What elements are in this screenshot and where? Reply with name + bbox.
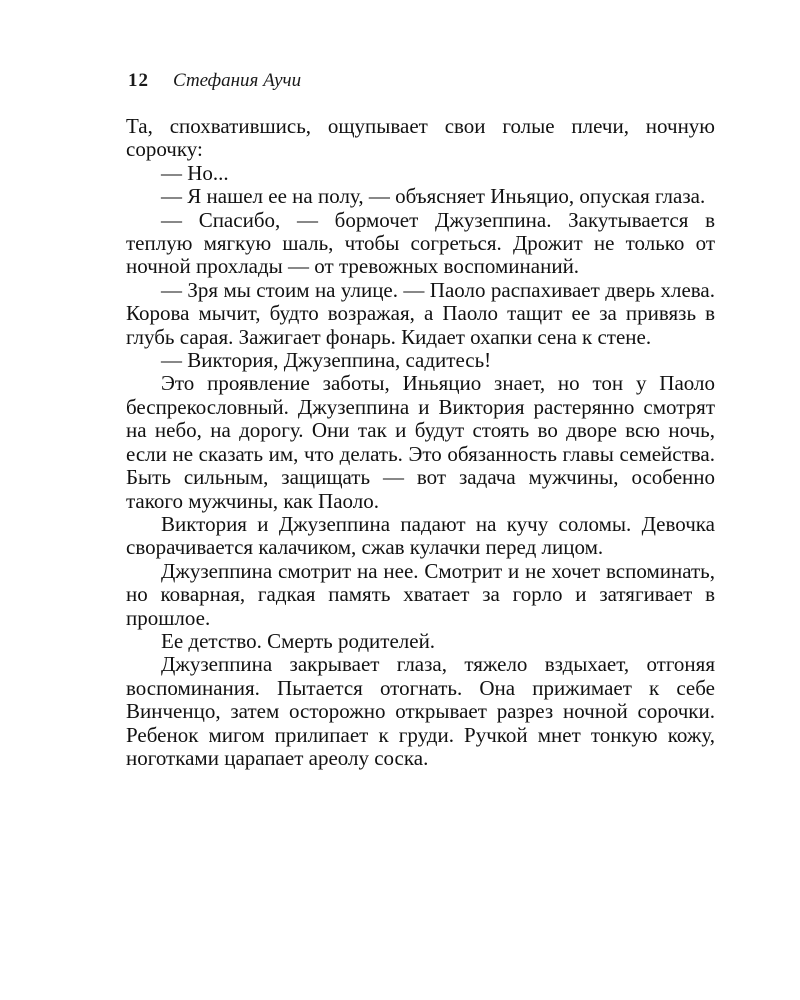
paragraph: Джузеппина закрывает глаза, тяжело вздыхает, отгоняя воспоминания. Пытается отогнать. Она прижимает к себе Винченцо, затем осторожно открывает разрез ночной сорочки. Ребенок мигом прилипает к груди. Ручкой мнет тонкую кожу, ноготками царапает ареолу соска. (126, 652, 715, 770)
paragraph: Виктория и Джузеппина падают на кучу соломы. Девочка сворачивается калачиком, сжав кулачки перед лицом. (126, 511, 715, 560)
paragraph: Это проявление заботы, Иньяцио знает, но тон у Паоло беспрекословный. Джузеппина и Виктория растерянно смотрят на небо, на дорогу. Они так и будут стоять во дворе всю ночь, если не сказать им, что делать. Это обязанность главы семейства. Быть сильным, защищать — вот задача мужчины, особенно такого мужчины, как Паоло. (126, 371, 715, 513)
paragraph: — Зря мы стоим на улице. — Паоло распахивает дверь хлева. Корова мычит, будто возражая, а Паоло тащит ее за привязь в глубь сарая. Зажигает фонарь. Кидает охапки сена к стене. (126, 277, 715, 349)
paragraph: — Спасибо, — бормочет Джузеппина. Закутывается в теплую мягкую шаль, чтобы согреться. Дрожит не только от ночной прохлады — от тревожных воспоминаний. (126, 207, 715, 279)
paragraph: Джузеппина смотрит на нее. Смотрит и не хочет вспоминать, но коварная, гадкая память хватает за горло и затягивает в прошлое. (126, 558, 715, 630)
body-text (126, 115, 715, 770)
running-head (128, 70, 301, 98)
paragraph: — Виктория, Джузеппина, садитесь! (161, 348, 492, 373)
author-name: Стефания Аучи (173, 70, 302, 91)
paragraph: Ее детство. Смерть родителей. (161, 628, 436, 653)
paragraph: — Я нашел ее на полу, — объясняет Иньяцио, опуская глаза. (161, 184, 706, 209)
paragraph: Та, спохватившись, ощупывает свои голые плечи, ночную сорочку: (126, 114, 715, 162)
page-number: 12 (128, 70, 149, 91)
paragraph: — Но... (161, 160, 229, 185)
